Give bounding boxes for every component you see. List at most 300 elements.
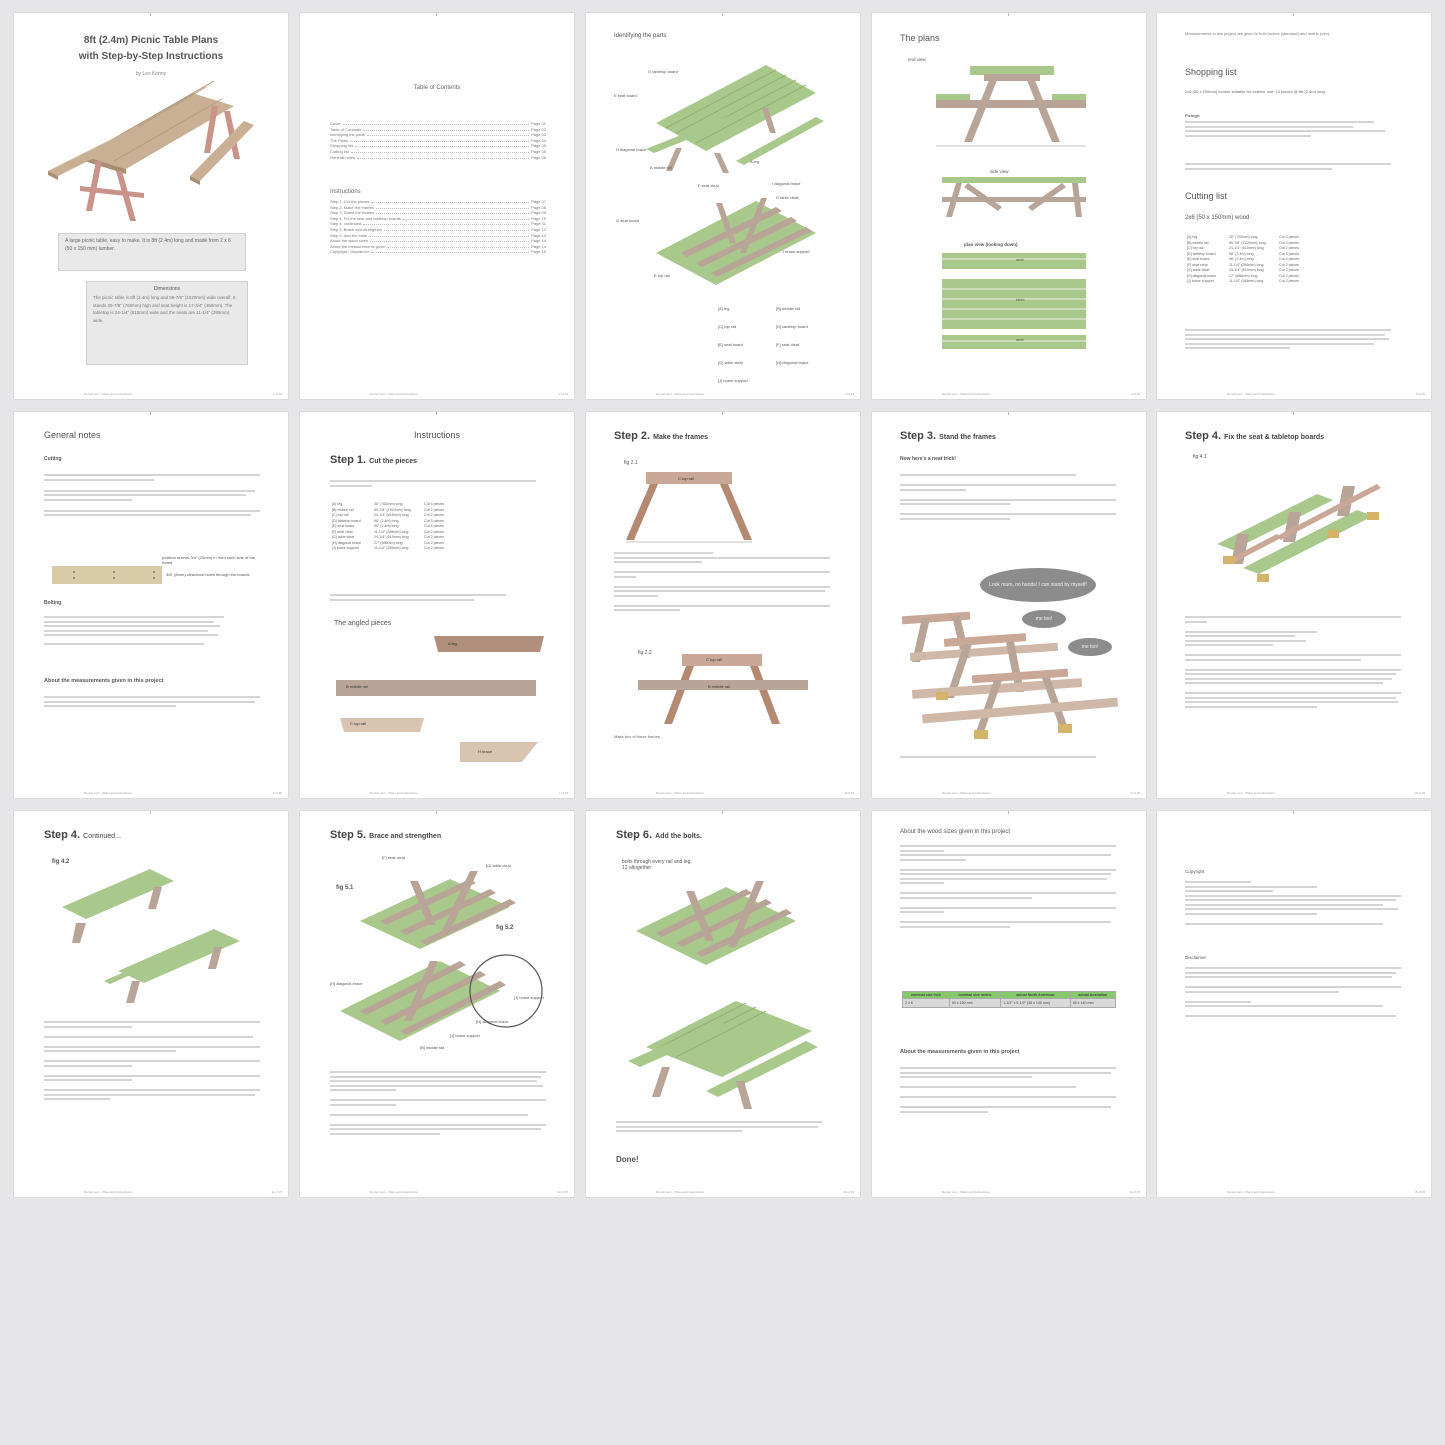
cut-list-cell: Cut 2 pieces (424, 529, 444, 534)
page-1-cover[interactable] (14, 13, 288, 399)
page-marker (1293, 13, 1294, 16)
intro-text: A large picnic table, easy to make. It is 8ft (2.4m) long and made from 2 x 6 (50 x 150 mm) lumber. (65, 238, 231, 252)
cover-author: by Les Kenny (135, 71, 167, 77)
cut-list-cell: Cut 2 pieces (424, 540, 444, 545)
toc-item-label: Step 4. continued (330, 221, 362, 227)
legend-item: [J] brace support (718, 378, 748, 383)
parts-top-illustration (586, 53, 860, 173)
cut-list-row (332, 546, 444, 552)
legend-item: [C] top rail (718, 324, 737, 329)
page-number: 9 of 15 (1130, 791, 1140, 795)
cut-list-cell: 96" (2.4m) long (1229, 251, 1254, 256)
notes-text-lines (44, 474, 264, 519)
cut-list-cell: [A] leg (1187, 235, 1198, 239)
page-footer: Denvic.com - Plans and Instructions (84, 1190, 132, 1194)
plans-title: The plans (900, 33, 940, 43)
cut-list-cell: Cut 2 pieces (424, 513, 444, 517)
toc-item-page: Page 06 (531, 154, 546, 160)
page-number: 5 of 15 (1415, 392, 1425, 396)
fig-2-2-middle-rail: B middle rail (708, 684, 731, 689)
plan-view-drawing (872, 251, 1146, 351)
part-label: E top rail (654, 273, 670, 278)
side-view-label: side view (990, 169, 1009, 174)
toc-list (330, 121, 546, 160)
picnic-table-illustration (14, 81, 288, 231)
label-diagonal-brace-2: [H] diagonal brace (476, 1019, 509, 1024)
part-label: J brace support (782, 249, 810, 254)
legend-item: [B] middle rail (776, 306, 801, 311)
parts-title: Identifying the parts (614, 33, 667, 39)
toc-item-label: Step 5. Brace and strengthen (330, 226, 383, 232)
page-footer: Denvic.com - Plans and Instructions (84, 392, 132, 396)
cut-list-cell: [E] seat board (332, 524, 355, 528)
page-footer: Denvic.com - Plans and Instructions (656, 1190, 704, 1194)
page-marker (1293, 412, 1294, 415)
page-footer: Denvic.com - Plans and Instructions (942, 791, 990, 795)
part-label: F seat cleat (698, 183, 719, 188)
step-number: Step 2. (614, 430, 651, 442)
page-12-step5[interactable] (300, 811, 574, 1197)
screw-note: position screws 3/4" (20mm) in from each side of the board (162, 555, 256, 565)
legend-item: [E] seat board (718, 342, 743, 347)
cut-list-cell: [A] leg (332, 502, 343, 506)
cut-list-cell: 11-1/4" (285mm) long (1229, 262, 1264, 267)
page-number: 10 of 15 (1414, 791, 1425, 795)
cover-title-line2: with Step-by-Step Instructions (78, 51, 224, 62)
legend-item: [A] leg (718, 306, 730, 311)
measurement-intro: Measurements in this project are given in both inches (standard) and metric (mm). (1185, 31, 1331, 36)
toc-item-label: Identifying the parts (330, 132, 365, 138)
cut-list-cell: 11-1/4" (285mm) long (374, 529, 409, 534)
seat-board-illustration (1157, 464, 1431, 614)
page-4-plans[interactable] (872, 13, 1146, 399)
toc-item-page: Page 04 (531, 137, 546, 143)
page-number: 15 of 15 (1414, 1190, 1425, 1194)
notes-sec1: Cutting (44, 456, 62, 462)
plan-view-label: plan view (looking down) (964, 242, 1018, 247)
brace-illustration (300, 861, 574, 1061)
toc-leader (376, 205, 530, 209)
toc-leader (403, 216, 529, 220)
legend-item: [F] seat cleat (776, 342, 799, 347)
page-number: 7 of 15 (558, 791, 568, 795)
angled-pieces-diagram (300, 618, 574, 768)
step-text-lines (1185, 616, 1405, 710)
cut-list-cell: [C] top rail (332, 513, 349, 517)
legend-item: [D] tabletop board (776, 324, 808, 329)
page-7-step1[interactable] (300, 412, 574, 798)
toc-leader (369, 233, 529, 237)
cover-title-line1: 8ft (2.4m) Picnic Table Plans (83, 35, 219, 46)
page-marker (436, 811, 437, 814)
intro-box (58, 233, 246, 271)
page-number: 3 of 15 (844, 392, 854, 396)
page-11-step4-continued[interactable] (14, 811, 288, 1197)
toc-item[interactable] (330, 249, 546, 255)
toc-leader (384, 227, 529, 231)
page-3-parts[interactable] (586, 13, 860, 399)
step-heading (614, 430, 708, 442)
cut-list-cell: 30" (762mm) long (374, 502, 403, 506)
part-label: G tabletop board (648, 69, 678, 74)
dimensions-text: The picnic table is 8ft (2.4m) long and 59-7/8" (1520mm) wide overall. It stands 29-7/8" (760mm) high and seat height is 17-3/4" (450mm). The tabletop is 24-1/4" (615mm) wide and the seats are 11-1/4" (285mm) wide. (93, 295, 236, 323)
page-number: 4 of 15 (1130, 392, 1140, 396)
plan-label-seat: seat (1016, 337, 1024, 342)
toc-item-page: Page 01 (531, 121, 546, 126)
toc-instructions-heading: Instructions (330, 189, 361, 195)
cut-list-cell: [B] middle rail (1187, 240, 1209, 245)
page-13-step6[interactable] (586, 811, 860, 1197)
label-diagonal-brace: [H] diagonal brace (330, 981, 363, 986)
page-marker (1293, 811, 1294, 814)
toc-item-page: Page 14 (531, 238, 546, 244)
toc-item-page: Page 15 (531, 249, 546, 255)
page-14-wood-sizes[interactable] (872, 811, 1146, 1197)
page-marker (1008, 412, 1009, 415)
label-table-cleat: [G] table cleat (486, 863, 511, 868)
toc-leader (363, 221, 529, 225)
cut-list-cell: Cut 2 pieces (1279, 240, 1299, 245)
toc-leader (343, 121, 529, 125)
toc-leader (371, 249, 529, 253)
page-15-copyright[interactable] (1157, 811, 1431, 1197)
toc-leader (370, 238, 529, 242)
legend-item: [G] table cleat (718, 360, 743, 365)
cut-list-cell: Cut 2 pieces (424, 546, 444, 550)
toc-leader (363, 127, 529, 131)
speech-bubble-3: me too! (1068, 638, 1112, 656)
end-view-label: end view (908, 57, 926, 62)
notes-sec3: About the measurements given in this project (44, 678, 164, 684)
toc-leader (357, 155, 529, 159)
cutting-sub: 2x6 (50 x 150mm) wood (1185, 215, 1250, 221)
toc-leader (367, 132, 529, 136)
page-footer: Denvic.com - Plans and Instructions (370, 791, 418, 795)
dimensions-box (86, 281, 248, 365)
bolts-note: bolts through every rail and leg, 12 altogether (622, 859, 692, 871)
step-footnote-lines (900, 756, 1100, 761)
page-marker (150, 412, 151, 415)
page-marker (722, 13, 723, 16)
cut-list-row (1187, 279, 1299, 285)
cut-list-cell: [J] brace support (332, 546, 359, 550)
fixings-title: Fixings: (1185, 113, 1201, 118)
table-cell: 50 x 150 mm (949, 999, 1000, 1008)
step-heading (900, 430, 996, 442)
toc-leader (387, 244, 529, 248)
neat-trick: Now here's a neat trick! (900, 456, 956, 462)
step-number: Step 3. (900, 430, 937, 442)
page-marker (150, 13, 151, 16)
step-heading (1185, 430, 1324, 442)
toc-leader (351, 149, 529, 153)
table-cell: 45 x 140 mm (1070, 999, 1115, 1008)
step-number: Step 1. (330, 454, 367, 466)
part-label: A leg (750, 159, 759, 164)
cut-list-cell: Cut 5 pieces (1279, 251, 1299, 256)
toc-item-page: Page 05 (531, 143, 546, 149)
step-heading (330, 454, 417, 466)
toc-leader (376, 210, 529, 214)
toc-item-label: Step 4. Fix the seat and tabletop boards (330, 215, 401, 221)
toc-item-page: Page 08 (531, 204, 546, 210)
toc-leader (371, 199, 529, 203)
page-marker (1008, 811, 1009, 814)
cut-list-cell: 11-1/4" (285mm) long (374, 546, 409, 550)
measurements-subtitle: About the measurements given in this project (900, 1049, 1020, 1055)
step-heading (44, 829, 121, 841)
cut-list-cell: Cut 4 pieces (1279, 257, 1299, 261)
toc-item-label: General notes (330, 154, 356, 160)
tabletop-boards-illustration (14, 863, 288, 1013)
cut-list-cell: [E] seat board (1187, 257, 1210, 261)
cutting-notes-lines (1185, 329, 1395, 352)
wood-text-lines (900, 845, 1120, 930)
page-9-step3[interactable] (872, 412, 1146, 798)
cut-list-cell: Cut 2 pieces (1279, 279, 1299, 283)
bolting-text-lines (44, 616, 244, 648)
page-6-general-notes[interactable] (14, 412, 288, 798)
cut-list-cell: Cut 2 pieces (424, 535, 444, 539)
plan-label-table: table (1016, 297, 1025, 302)
toc-steps (330, 199, 546, 255)
frame-diagram-2-1 (586, 460, 860, 550)
cut-list-cell: Cut 2 pieces (1279, 246, 1299, 250)
fig-4-2-label: fig 4.2 (52, 859, 70, 865)
step-subtitle: Add the bolts. (655, 833, 702, 840)
table-header: nominal size inch (903, 992, 950, 999)
standing-frames-illustration (872, 592, 1146, 742)
cut-list-cell: 11-1/4" (285mm) long (1229, 279, 1264, 283)
cut-list-cell: 27" (686mm) long (374, 540, 403, 545)
toc-item-label: Copyright / Disclaimer (330, 249, 370, 255)
toc-item-page: Page 09 (531, 210, 546, 216)
piece-top-rail: C top rail (350, 721, 367, 726)
notes-sec2: Bolting (44, 600, 62, 606)
cut-list-cell: [D] tabletop board (332, 518, 361, 523)
cut-list-cell: 96" (2.4m) long (1229, 257, 1254, 261)
cutting-list (332, 502, 444, 552)
done-text: Done! (616, 1155, 639, 1164)
copyright-title: Copyright (1185, 869, 1205, 874)
table-header: actual North American (1001, 992, 1071, 999)
table-cell: 1-1/2" x 5-1/2" (38 x 140 mm) (1001, 999, 1071, 1008)
bolts-illustration (586, 871, 860, 1151)
toc-item-label: Shopping list (330, 143, 353, 149)
cut-list-cell: 96" (2.4m) long (374, 524, 399, 528)
page-footer: Denvic.com - Plans and Instructions (1227, 791, 1275, 795)
page-footer: Denvic.com - Plans and Instructions (656, 791, 704, 795)
disclaimer-title: Disclaimer (1185, 955, 1207, 960)
toc-item-label: The Plans (330, 137, 349, 143)
toc-item-page: Page 05 (531, 148, 546, 154)
page-2-toc[interactable] (300, 13, 574, 399)
legend-item: [H] diagonal brace (776, 360, 809, 365)
part-label: I diagonal brace (772, 181, 801, 186)
clearance-note: 3/8" (8mm) clearance holes through the boards (166, 572, 250, 577)
toc-item-label: Step 1. Cut the pieces (330, 199, 370, 204)
page-number: 8 of 15 (844, 791, 854, 795)
label-brace-support: [J] brace support (514, 995, 544, 1000)
speech-bubble-1: Look mum, no hands! I can stand by myself! (980, 568, 1096, 602)
page-number: 6 of 15 (272, 791, 282, 795)
toc-item-page: Page 12 (531, 226, 546, 232)
toc-item-page: Page 14 (531, 243, 546, 249)
cut-list-cell: Cut 2 pieces (1279, 262, 1299, 267)
table-cell: 2 x 6 (903, 999, 950, 1008)
page-footer: Denvic.com - Plans and Instructions (656, 392, 704, 396)
piece-middle-rail: B middle rail (346, 684, 369, 689)
cut-list-cell: [C] top rail (1187, 246, 1204, 250)
page-footer: Denvic.com - Plans and Instructions (942, 392, 990, 396)
page-marker (722, 811, 723, 814)
notes-title: General notes (44, 430, 101, 440)
piece-brace: H brace (478, 749, 493, 754)
page-number: 2 of 15 (558, 392, 568, 396)
toc-item-page: Page 11 (531, 221, 546, 227)
cut-list-cell: [D] tabletop board (1187, 251, 1216, 256)
toc-item-label: Step 2. Make the frames (330, 204, 374, 210)
fixings-text-lines (1185, 121, 1395, 139)
step-subtitle: Fix the seat & tabletop boards (1224, 434, 1325, 441)
label-brace-support-2: [J] brace support (450, 1033, 480, 1038)
cut-list-cell: [H] diagonal brace (1187, 273, 1217, 278)
step-subtitle: Cut the pieces (369, 458, 417, 465)
page-marker (436, 13, 437, 16)
part-label: D table cleat (776, 195, 799, 200)
fig-4-1-label: fig 4.1 (1193, 454, 1207, 460)
page-footer: Denvic.com - Plans and Instructions (370, 392, 418, 396)
cut-list-cell: 30" (762mm) long (1229, 235, 1258, 239)
step-subtitle: Stand the frames (939, 434, 996, 441)
page-footer: Denvic.com - Plans and Instructions (84, 791, 132, 795)
cut-list-cell: [J] brace support (1187, 279, 1214, 283)
cut-list-cell: 24-1/4" (615mm) long (374, 535, 409, 539)
toc-item-label: About the measurements given (330, 243, 386, 249)
toc-title: Table of Contents (413, 85, 461, 91)
step-number: Step 4. (1185, 430, 1222, 442)
step-text-lines (330, 480, 540, 489)
copyright-text-lines (1185, 881, 1405, 927)
page-10-step4[interactable] (1157, 412, 1431, 798)
cut-list-cell: Cut 2 pieces (1279, 268, 1299, 272)
step-text-lines (330, 1071, 550, 1137)
wood-size-table (902, 991, 1116, 1008)
cut-list-cell: [B] middle rail (332, 507, 354, 512)
label-seat-cleat: [F] seat cleat (382, 855, 405, 860)
part-label: G seat board (616, 218, 640, 223)
fig-2-2-label: fig 2.2 (638, 650, 652, 656)
parts-legend (718, 297, 838, 387)
part-label: H diagonal brace (616, 147, 647, 152)
page-footer: Denvic.com - Plans and Instructions (1227, 392, 1275, 396)
page-footer: Denvic.com - Plans and Instructions (370, 1190, 418, 1194)
cut-list-cell: Cut 2 pieces (424, 507, 444, 512)
fig-2-1-top-rail: C top rail (678, 476, 695, 481)
page-8-step2[interactable] (586, 412, 860, 798)
toc-leader (355, 143, 529, 147)
step-subtitle: Brace and strengthen (369, 833, 442, 840)
cut-list-cell: 27" (686mm) long (1229, 273, 1258, 278)
toc-item-page: Page 13 (531, 232, 546, 238)
page-number: 11 of 15 (271, 1190, 282, 1194)
step-text-lines (44, 1021, 264, 1103)
toc-item-page: Page 07 (531, 199, 546, 204)
step-text-lines (616, 1121, 826, 1135)
instructions-title: Instructions (413, 430, 461, 440)
page-5-shopping[interactable] (1157, 13, 1431, 399)
label-middle-rail: [B] middle rail (420, 1045, 445, 1050)
cut-list-cell: 24-1/4" (615mm) long (374, 513, 409, 517)
parts-bottom-illustration (586, 183, 860, 293)
page-marker (722, 412, 723, 415)
page-marker (1008, 13, 1009, 16)
toc-leader (350, 138, 529, 142)
step-text-lines (614, 552, 834, 614)
cut-list-cell: [F] seat cleat (332, 529, 353, 534)
wood-sizes-title: About the wood sizes given in this project (900, 829, 1011, 835)
step-number: Step 4. (44, 829, 81, 841)
cut-list-cell: [G] table cleat (332, 535, 355, 539)
cut-list-cell: 59-7/8" (1520mm) long (1229, 240, 1266, 245)
toc-item-label: Step 3. Stand the frames (330, 210, 375, 216)
table-header: nominal size metric (949, 992, 1000, 999)
page-footer: Denvic.com - Plans and Instructions (942, 1190, 990, 1194)
fig-5-2-label: fig 5.2 (496, 925, 514, 931)
toc-item-page: Page 03 (531, 132, 546, 138)
shopping-title: Shopping list (1185, 67, 1237, 77)
toc-item-label: Step 6. Add the bolts (330, 232, 367, 238)
cut-list-cell: Cut 4 pieces (1279, 235, 1299, 239)
table-header: actual Australian (1070, 992, 1115, 999)
speech-bubble-2: me too! (1022, 610, 1066, 628)
step-number: Step 6. (616, 829, 653, 841)
toc-item-label: About the wood sizes (330, 238, 369, 244)
cutting-title: Cutting list (1185, 191, 1228, 201)
angled-heading: The angled pieces (334, 620, 392, 627)
toc-item[interactable] (330, 155, 546, 161)
step-notes-lines (330, 594, 510, 603)
cut-list-cell: 24-1/4" (615mm) long (1229, 268, 1264, 272)
cut-list-cell: [H] diagonal brace (332, 540, 362, 545)
shopping-sub: 2x6 (50 x 150mm) lumber suitable for exterior use: 10 pieces @ 8ft (2.4m) long (1185, 89, 1325, 94)
cut-list-cell: 59-7/8" (1520mm) long (374, 507, 411, 512)
piece-leg: A leg (448, 641, 457, 646)
measurements-text-lines (900, 1067, 1120, 1115)
page-number: 1 of 15 (272, 392, 282, 396)
cut-list-cell: Cut 5 pieces (424, 518, 444, 523)
toc-item-label: Cutting list (330, 148, 349, 154)
fig-2-1-label: fig 2.1 (624, 460, 638, 466)
page-number: 13 of 15 (843, 1190, 854, 1194)
toc-item-label: Cover (330, 121, 341, 126)
part-label: B middle rail (650, 165, 673, 170)
cutting-list (1187, 235, 1299, 285)
make-two-note: Make two of these frames. (614, 734, 661, 739)
side-view-drawing (872, 173, 1146, 223)
cut-list-cell: Cut 4 pieces (424, 502, 444, 506)
toc-item-page: Page 02 (531, 126, 546, 132)
part-label: E seat board (614, 93, 637, 98)
cut-list-cell: [F] seat cleat (1187, 262, 1208, 267)
cut-list-cell: Cut 2 pieces (1279, 273, 1299, 278)
page-footer: Denvic.com - Plans and Instructions (1227, 1190, 1275, 1194)
toc-item-page: Page 10 (531, 215, 546, 221)
dimensions-heading: Dimensions (153, 286, 181, 292)
step-heading (330, 829, 441, 841)
page-number: 14 of 15 (1129, 1190, 1140, 1194)
step-heading (616, 829, 702, 841)
